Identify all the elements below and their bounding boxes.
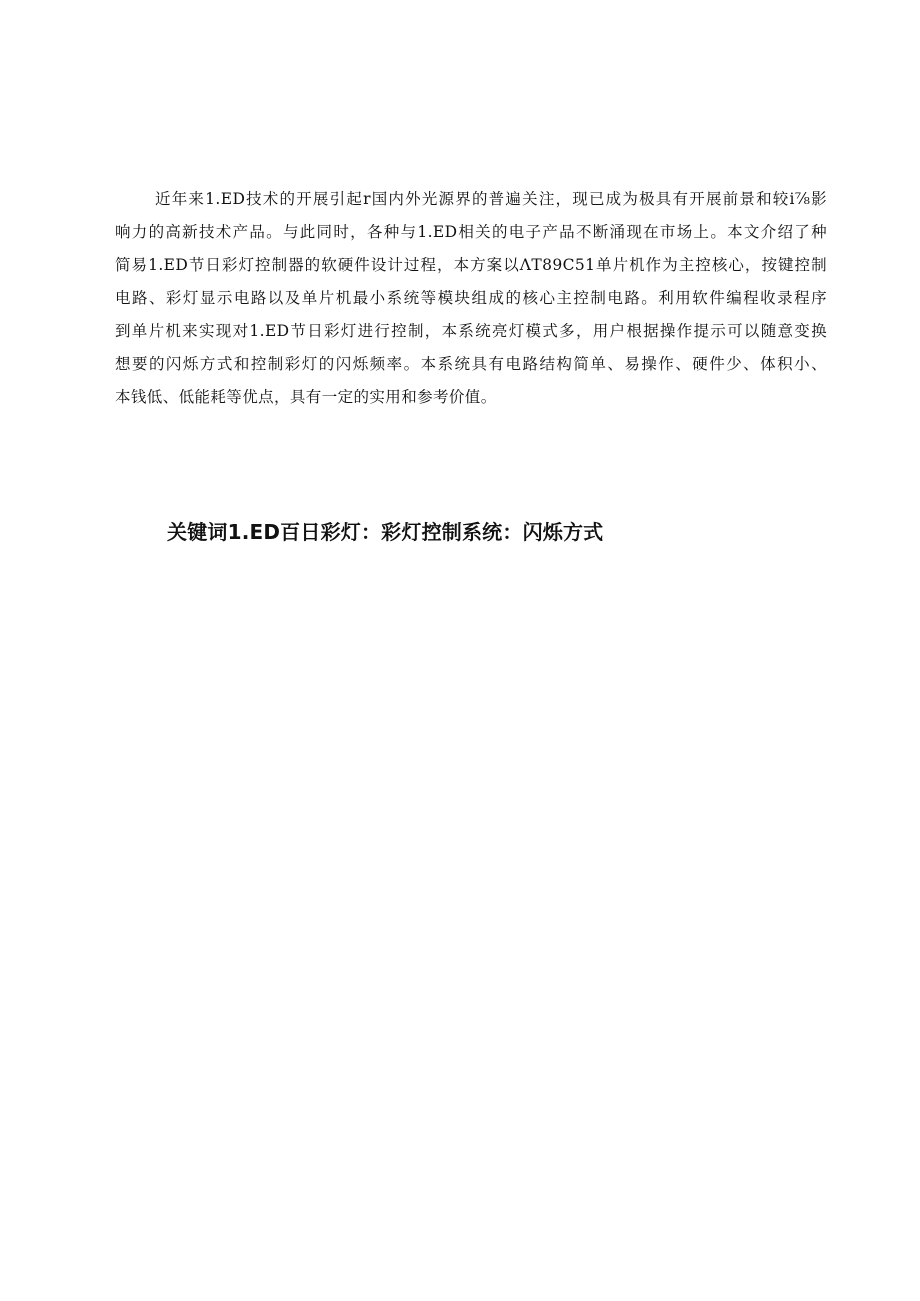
abstract-line: 想要的闪烁方式和控制彩灯的闪烁频率。本系统具有电路结构简单、易操作、硬件少、体积小、: [115, 355, 827, 373]
abstract-line: 本钱低、低能耗等优点，具有一定的实用和参考价值。: [115, 388, 497, 406]
abstract-line: 电路、彩灯显示电路以及单片机最小系统等模块组成的核心主控制电路。利用软件编程收录程序: [115, 289, 827, 307]
abstract-line: 到单片机来实现对1.ED节日彩灯进行控制，本系统亮灯模式多，用户根据操作提示可以随意变换: [115, 322, 827, 340]
abstract-line: 响力的高新技术产品。与此同时，各种与1.ED相关的电子产品不断涌现在市场上。本文介绍了种: [115, 223, 827, 241]
abstract-paragraph: [115, 183, 827, 414]
abstract-line: 近年来1.ED技术的开展引起r国内外光源界的普遍关注，现已成为极具有开展前景和较i⅞影: [155, 190, 827, 208]
abstract-line: 简易1.ED节日彩灯控制器的软硬件设计过程，本方案以ΛT89C51单片机作为主控核心，按键控制: [115, 256, 827, 274]
keywords-line: 关键词1.ED百日彩灯：彩灯控制系统：闪烁方式: [167, 520, 604, 544]
